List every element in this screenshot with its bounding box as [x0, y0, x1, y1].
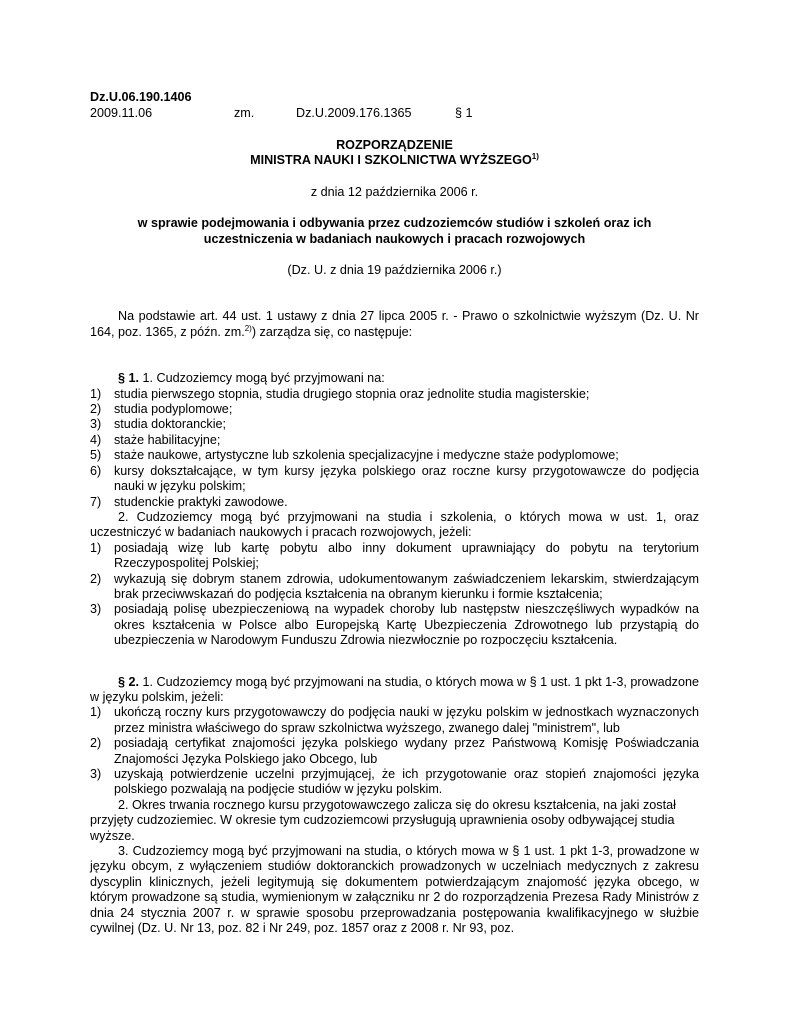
- title-line-1: ROZPORZĄDZENIE: [336, 138, 453, 152]
- publication-reference: (Dz. U. z dnia 19 października 2006 r.): [287, 263, 502, 278]
- list-item: [90, 572, 699, 603]
- item-text: wykazują się dobrym stanem zdrowia, udokumentowanym zaświadczeniem lekarskim, stwierdzającym brak przeciwwskazań do podjęcia kształcenia na obranym kierunku i formie kształcenia;: [114, 571, 699, 601]
- section-1-intro: [90, 371, 699, 386]
- item-number: 2): [90, 571, 102, 586]
- item-text: ukończą roczny kurs przygotowawczy do podjęcia nauki w języku polskim w jednostkach wyznaczonych przez ministra właściwego do spraw szkolnictwa wyższego, zwanego dalej "ministrem", lub: [114, 705, 699, 735]
- subject-line-1: w sprawie podejmowania i odbywania przez cudzoziemców studiów i szkoleń oraz ich: [137, 216, 652, 231]
- change-label: zm.: [234, 106, 255, 120]
- item-text: studia pierwszego stopnia, studia drugiego stopnia oraz jednolite studia magisterskie;: [114, 386, 590, 401]
- item-text: staże habilitacyjne;: [114, 432, 221, 447]
- list-item: [90, 387, 699, 402]
- item-number: 7): [90, 494, 102, 509]
- subject-line-2: uczestniczenia w badaniach naukowych i pracach rozwojowych: [203, 231, 586, 246]
- item-number: 5): [90, 448, 102, 463]
- item-text: kursy dokształcające, w tym kursy języka polskiego oraz roczne kursy przygotowawcze do podjęcia nauki w języku polskim;: [114, 463, 699, 494]
- section-2-mark: § 2.: [118, 674, 140, 689]
- list-item: [90, 402, 699, 417]
- list-item: [90, 705, 699, 736]
- item-text: posiadają certyfikat znajomości języka polskiego wydany przez Państwową Komisję Poświadczania Znajomości Języka Polskiego jako Obcego, lub: [114, 736, 699, 766]
- change-reference: Dz.U.2009.176.1365: [296, 106, 412, 120]
- list-item: [90, 417, 699, 432]
- list-item: [90, 541, 699, 572]
- section-2-para-1-intro: 1. Cudzoziemcy mogą być przyjmowani na studia, o których mowa w § 1 ust. 1 pkt 1-3, prowadzone w języku polskim, jeżeli:: [90, 674, 699, 704]
- document-id: Dz.U.06.190.1406: [90, 90, 192, 104]
- item-text: studenckie praktyki zawodowe.: [114, 494, 288, 509]
- section-1-para-2-list: [90, 541, 699, 649]
- item-text: studia doktoranckie;: [114, 417, 227, 432]
- list-item: [90, 448, 699, 463]
- item-text: posiadają wizę lub kartę pobytu albo inny dokument uprawniający do pobytu na terytorium Rzeczypospolitej Polskiej;: [114, 540, 699, 571]
- preamble: [90, 309, 699, 340]
- regulation-date: z dnia 12 października 2006 r.: [310, 184, 479, 199]
- preamble-text-after: ) zarządza się, co następuje:: [251, 324, 413, 339]
- section-2-para-3: 3. Cudzoziemcy mogą być przyjmowani na studia, o których mowa w § 1 ust. 1 pkt 1-3, prowadzone w języku obcym, z wyłączeniem studiów doktoranckich prowadzonych w uczelniach medycznych z zakresu dyscyplin klinicznych, jeżeli legitymują się dokumentem potwierdzającym znajomość języka obcego, w którym prowadzone są studia, wymienionym w załączniku nr 2 do rozporządzenia Prezesa Rady Ministrów z dnia 24 stycznia 2007 r. w sprawie sposobu przeprowadzania postępowania kwalifikacyjnego w służbie cywilnej (Dz. U. Nr 13, poz. 82 i Nr 249, poz. 1857 oraz z 2008 r. Nr 93, poz.: [90, 844, 699, 936]
- list-item: [90, 767, 699, 798]
- list-item: [90, 495, 699, 510]
- section-2-para-2: 2. Okres trwania rocznego kursu przygotowawczego zalicza się do okresu kształcenia, na jaki został przyjęty cudzoziemiec. W okresie tym cudzoziemcowi przysługują uprawnienia osoby odbywającej studia wyższe.: [90, 797, 676, 843]
- section-1-para-2-intro: 2. Cudzoziemcy mogą być przyjmowani na studia i szkolenia, o których mowa w ust. 1, oraz uczestniczyć w badaniach naukowych i pracach rozwojowych, jeżeli:: [90, 509, 699, 540]
- title-line-2-text: MINISTRA NAUKI I SZKOLNICTWA WYŻSZEGO: [250, 153, 532, 168]
- preamble-text-before: Na podstawie art. 44 ust. 1 ustawy z dnia 27 lipca 2005 r. - Prawo o szkolnictwie wyższym (Dz. U. Nr 164, poz. 1365, z późn. zm.: [90, 309, 699, 339]
- list-item: [90, 464, 699, 495]
- item-number: 1): [90, 705, 102, 720]
- title-footnote-marker: 1): [531, 152, 539, 162]
- list-item: [90, 736, 699, 767]
- item-text: staże naukowe, artystyczne lub szkolenia specjalizacyjne i medyczne staże podyplomowe;: [114, 448, 619, 463]
- section-2-para-1-list: [90, 705, 699, 797]
- document-id-row: [90, 90, 699, 106]
- item-number: 1): [90, 386, 102, 401]
- section-1-para-1-list: [90, 387, 699, 510]
- item-number: 3): [90, 602, 102, 617]
- item-number: 6): [90, 463, 102, 478]
- list-item: [90, 602, 699, 648]
- section-1-mark: § 1.: [118, 371, 140, 386]
- regulation-subject: [90, 216, 699, 247]
- item-number: 1): [90, 540, 102, 555]
- section-reference: § 1: [455, 106, 473, 120]
- section-1-para-1-intro: 1. Cudzoziemcy mogą być przyjmowani na:: [139, 371, 385, 386]
- item-number: 4): [90, 432, 102, 447]
- list-item: [90, 433, 699, 448]
- item-number: 3): [90, 417, 102, 432]
- item-text: studia podyplomowe;: [114, 402, 233, 417]
- item-number: 2): [90, 736, 102, 751]
- document-date: 2009.11.06: [90, 106, 153, 120]
- item-number: 2): [90, 402, 102, 417]
- document-body: [90, 90, 699, 936]
- item-number: 3): [90, 767, 102, 781]
- section-2-intro: [90, 675, 699, 706]
- item-text: posiadają polisę ubezpieczeniową na wypadek choroby lub następstw nieszczęśliwych wypadków na okres kształcenia w Polsce albo Europejską Kartę Ubezpieczenia Zdrowotnego lub przystąpią do ubezpieczenia w Narodowym Funduszu Zdrowia niezwłocznie po rozpoczęciu kształcenia.: [114, 602, 699, 648]
- preamble-footnote-marker: 2): [244, 323, 252, 333]
- title-line-2: [90, 153, 699, 168]
- item-text: uzyskają potwierdzenie uczelni przyjmującej, że ich przygotowanie oraz stopień znajomości języka polskiego pozwalają na podjęcie studiów w języku polskim.: [114, 767, 699, 797]
- document-title: [90, 138, 699, 169]
- document-meta-row: [90, 106, 699, 122]
